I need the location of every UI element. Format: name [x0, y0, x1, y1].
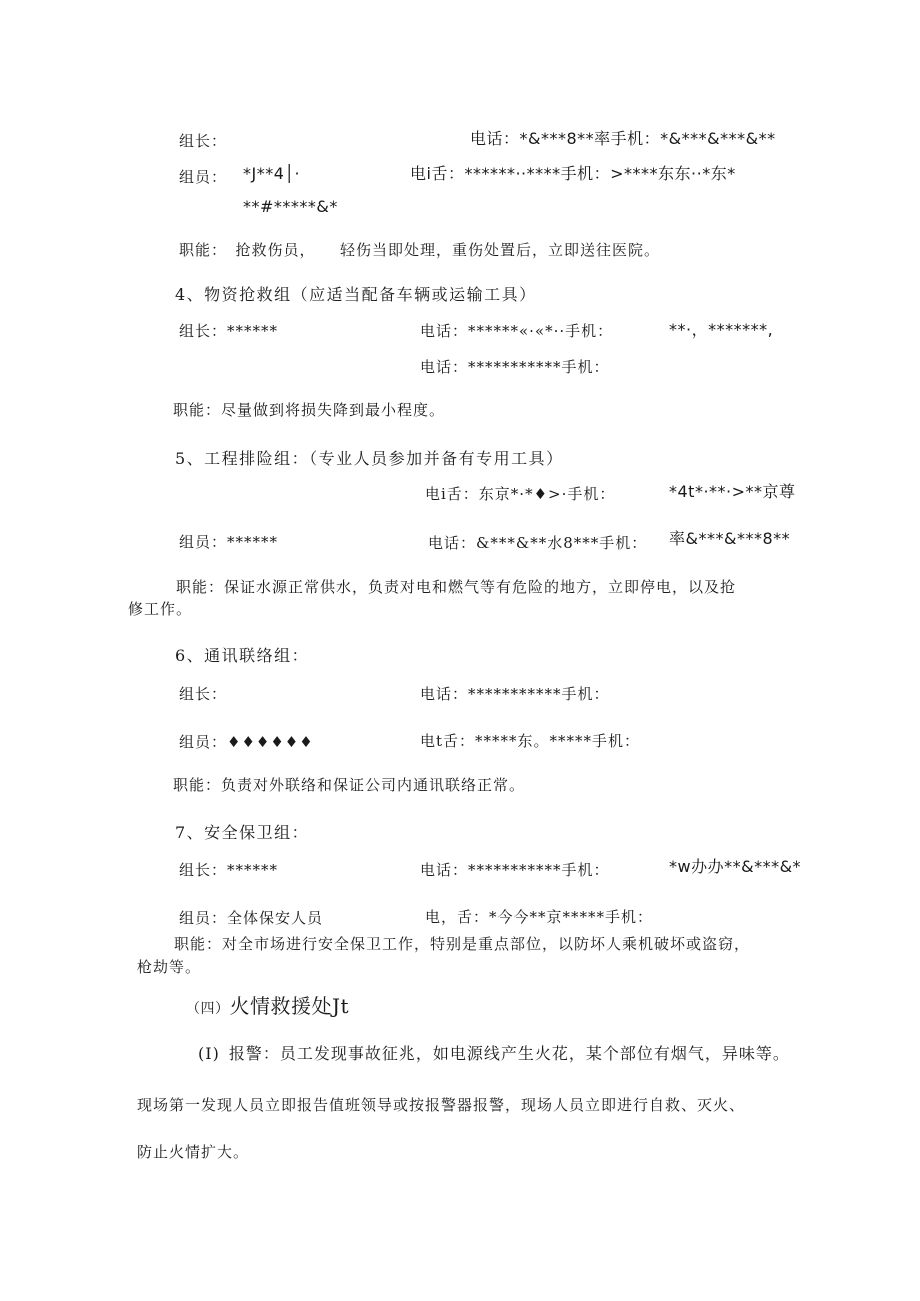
part4-label: （四） [186, 1001, 230, 1017]
medical-member-names: *J**4│· [243, 164, 301, 183]
section7-duty-line2: 枪劫等。 [137, 958, 202, 976]
medical-leader-phone: 电话：*&***8**率手机：*&***&***&** [470, 129, 776, 148]
medical-member-label: 组员： [179, 168, 228, 186]
section6-title: 6、通讯联络组： [175, 646, 310, 665]
section6-leader-phone: 电话：***********手机： [420, 685, 610, 703]
section6-member-phone: 电t舌：*****东。*****手机： [420, 732, 641, 750]
section4-title: 4、物资抢救组（应适当配备车辆或运输工具） [175, 285, 537, 304]
section7-member-phone: 电，舌：*今今**京*****手机： [425, 908, 654, 926]
section5-mobile1: *4t*·**·>**京尊 [669, 482, 796, 501]
section7-leader-phone: 电话：***********手机： [420, 861, 610, 879]
section6-member: 组员：♦♦♦♦♦♦ [179, 733, 314, 751]
section5-phone1: 电i舌：东京*·*♦>·手机： [425, 485, 616, 503]
section7-member: 组员：全体保安人员 [179, 909, 324, 927]
section4-leader-phone: 电话：******«·«*··手机： [420, 322, 614, 340]
section4-leader: 组长：****** [179, 322, 279, 340]
section4-leader-mobile: **·，*******, [669, 320, 774, 339]
section5-mobile2: 率&***&***8** [669, 529, 791, 548]
section7-leader-mobile: *w办办**&***&* [669, 857, 802, 876]
section7-leader: 组长：****** [179, 861, 279, 879]
section5-duty-line1: 职能：保证水源正常供水，负责对电和燃气等有危险的地方，立即停电，以及抢 [176, 578, 737, 596]
part4-title: 火情救援处Jt [229, 994, 350, 1018]
section6-leader: 组长： [179, 685, 228, 703]
section5-title: 5、工程排险组：（专业人员参加并备有专用工具） [175, 449, 564, 468]
part4-item1-line2: 现场第一发现人员立即报告值班领导或按报警器报警，现场人员立即进行自救、灭火、 [137, 1096, 746, 1114]
section5-member: 组员：****** [179, 533, 279, 551]
part4-item1-label: (I) [198, 1044, 220, 1063]
section7-title: 7、安全保卫组： [175, 823, 310, 842]
medical-leader-label: 组长： [179, 132, 228, 150]
part4-item1-text: 报警：员工发现事故征兆，如电源线产生火花，某个部位有烟气，异味等。 [228, 1044, 790, 1063]
section4-phone2: 电话：***********手机： [420, 358, 610, 376]
section4-duty: 职能：尽量做到将损失降到最小程度。 [173, 401, 446, 419]
section5-duty-line2: 修工作。 [128, 600, 193, 618]
part4-item1-line1 [198, 1044, 790, 1064]
section6-duty: 职能：负责对外联络和保证公司内通讯联络正常。 [173, 776, 526, 794]
part4-heading [186, 996, 349, 1019]
medical-member-continued: **#*****&* [243, 197, 338, 216]
medical-member-phone: 电i舌：******··****手机：>****东东··*东* [410, 164, 736, 183]
medical-duty: 职能： 抢救伤员， 轻伤当即处理，重伤处置后，立即送往医院。 [179, 241, 661, 259]
section5-phone2: 电话：&***&**水8***手机： [428, 534, 648, 552]
part4-item1-line3: 防止火情扩大。 [137, 1143, 250, 1161]
section7-duty-line1: 职能：对全市场进行安全保卫工作，特别是重点部位，以防坏人乘机破坏或盗窃， [174, 935, 751, 953]
